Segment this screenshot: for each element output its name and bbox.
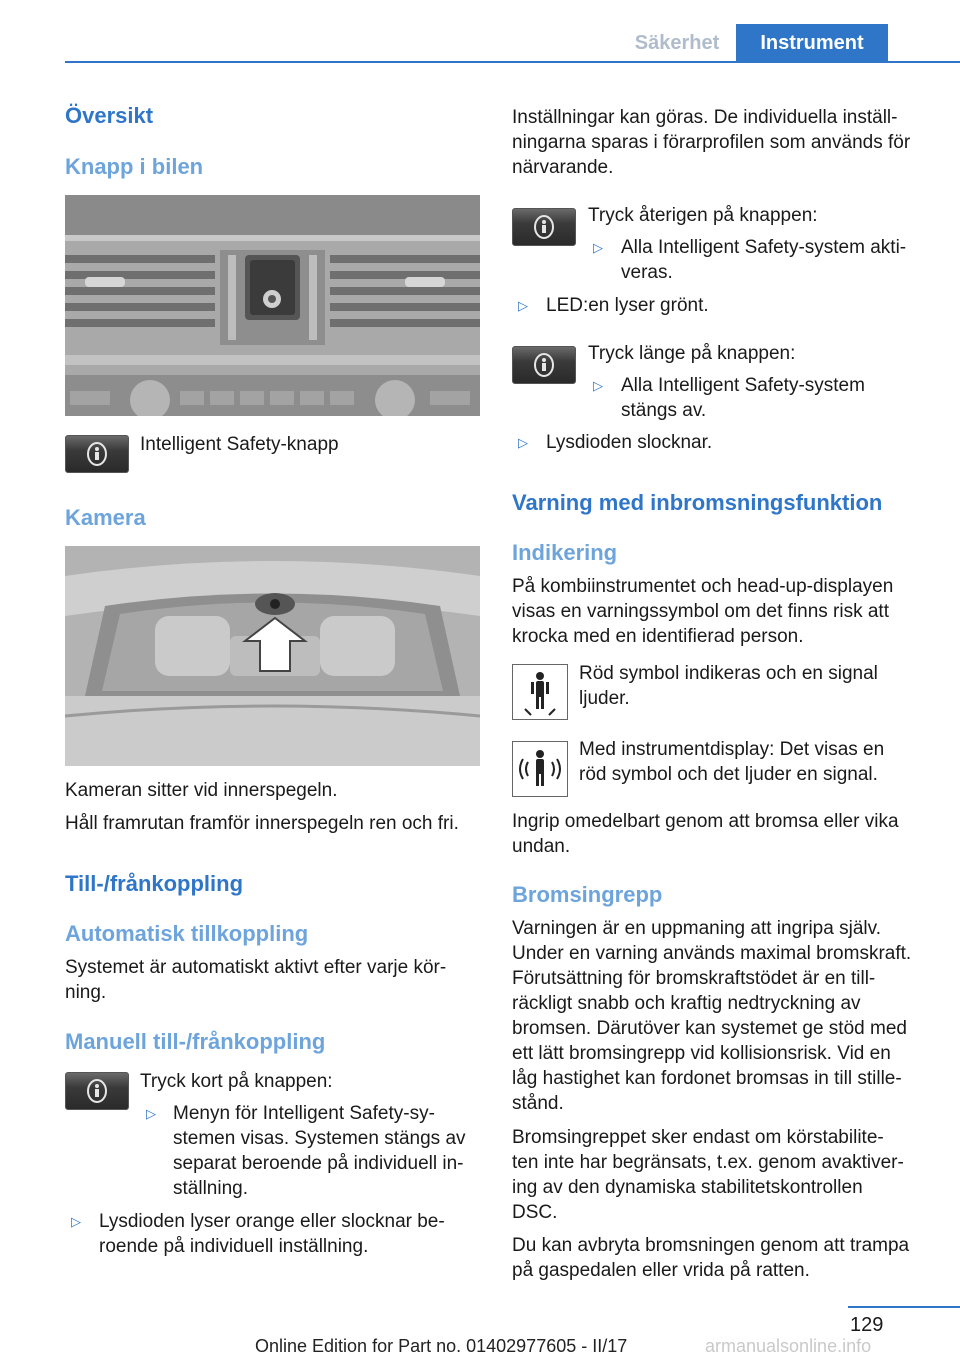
installningar-line-2: ningarna sparas i förarprofilen som används för — [512, 132, 911, 153]
intelligent-safety-button-icon — [65, 1072, 129, 1110]
footer-rule — [848, 1306, 960, 1308]
heading-automatisk-tillkoppling: Automatisk tillkoppling — [65, 921, 309, 946]
bromsingreppet-line-3: ing av den dynamiska stabilitetskontrollen — [512, 1177, 863, 1198]
watermark: armanualsonline.info — [705, 1336, 872, 1356]
pedestrian-sound-warning-icon — [512, 741, 568, 797]
auto-text-2: ning. — [65, 982, 107, 1003]
auto-text-1: Systemet är automatiskt aktivt efter varje kör- — [65, 957, 447, 978]
heading-knapp-i-bilen: Knapp i bilen — [65, 154, 204, 179]
bullet-2-line-1: Lysdioden lyser orange eller slocknar be- — [99, 1211, 445, 1232]
bullet-4: LED:en lyser grönt. — [546, 295, 709, 316]
du-kan-line-2: på gaspedalen eller vrida på ratten. — [512, 1260, 810, 1281]
bullet-1-line-2: stemen visas. Systemen stängs av — [173, 1128, 466, 1149]
bullet-triangle-icon: ▷ — [71, 1214, 81, 1229]
bullet-3-line-1: Alla Intelligent Safety-system akti- — [621, 237, 907, 258]
ingrip-line-1: Ingrip omedelbart genom att bromsa eller vika — [512, 811, 899, 832]
kamera-text-2: Håll framrutan framför innerspegeln ren och fri. — [65, 813, 459, 834]
du-kan-line-1: Du kan avbryta bromsningen genom att trampa — [512, 1235, 910, 1256]
tab-instrument[interactable]: Instrument — [736, 24, 888, 62]
bullet-triangle-icon: ▷ — [518, 298, 528, 313]
bullet-2-line-2: roende på individuell inställning. — [99, 1236, 369, 1257]
bromsingrepp-line-4: räckligt snabb och kraftig nedtryckning av — [512, 993, 861, 1014]
bullet-1-line-3: separat beroende på individuell in- — [173, 1153, 464, 1174]
bullet-5-line-1: Alla Intelligent Safety-system — [621, 375, 865, 396]
bullet-3-line-2: veras. — [621, 262, 673, 283]
med-instrumentdisplay-line-2: röd symbol och det ljuder en signal. — [579, 764, 878, 785]
caption-intelligent-safety-knapp: Intelligent Safety-knapp — [140, 434, 339, 455]
ingrip-line-2: undan. — [512, 836, 571, 857]
intelligent-safety-button-icon — [65, 435, 129, 473]
bromsingreppet-line-4: DSC. — [512, 1202, 558, 1223]
bromsingreppet-line-1: Bromsingreppet sker endast om körstabilite- — [512, 1127, 884, 1148]
tryck-aterigen-text: Tryck återigen på knappen: — [588, 205, 818, 226]
intelligent-safety-button-icon — [512, 208, 576, 246]
indikering-line-2: visas en varningssymbol om det finns risk att — [512, 601, 889, 622]
med-instrumentdisplay-line-1: Med instrumentdisplay: Det visas en — [579, 739, 885, 760]
tryck-kort-text: Tryck kort på knappen: — [140, 1071, 333, 1092]
bromsingrepp-line-3: Förutsättning för bromskraftstödet är en till- — [512, 968, 876, 989]
bullet-1-line-4: ställning. — [173, 1178, 248, 1199]
bromsingrepp-line-6: ett lätt bromsingrepp vid kollisionsrisk. Vid en — [512, 1043, 891, 1064]
bullet-1-line-1: Menyn för Intelligent Safety-sy- — [173, 1103, 435, 1124]
heading-manuell-till-frankoppling: Manuell till-/frånkoppling — [65, 1029, 326, 1054]
bromsingrepp-line-7: låg hastighet kan fordonet bromsas in till stille- — [512, 1068, 902, 1089]
dashboard-button-photo — [65, 195, 480, 416]
bullet-triangle-icon: ▷ — [518, 435, 528, 450]
indikering-line-1: På kombiinstrumentet och head-up-displayen — [512, 576, 894, 597]
bullet-5-line-2: stängs av. — [621, 400, 707, 421]
bullet-6: Lysdioden slocknar. — [546, 432, 713, 453]
tryck-lange-text: Tryck länge på knappen: — [588, 343, 796, 364]
bullet-triangle-icon: ▷ — [593, 378, 603, 393]
heading-varning-med-inbromsningsfunktion: Varning med inbromsningsfunktion — [512, 490, 883, 515]
heading-oversikt: Översikt — [65, 103, 154, 128]
intelligent-safety-button-icon — [512, 346, 576, 384]
bromsingrepp-line-1: Varningen är en uppmaning att ingripa själv. — [512, 918, 881, 939]
footer-edition: Online Edition for Part no. 01402977605 - II/17 — [255, 1336, 628, 1356]
heading-bromsingrepp: Bromsingrepp — [512, 882, 663, 907]
tab-sakerhet[interactable]: Säkerhet — [634, 32, 720, 54]
bullet-triangle-icon: ▷ — [593, 240, 603, 255]
installningar-line-3: närvarande. — [512, 157, 614, 178]
bromsingreppet-line-2: ten inte har begränsats, t.ex. genom avaktiver- — [512, 1152, 904, 1173]
indikering-line-3: krocka med en identifierad person. — [512, 626, 804, 647]
heading-indikering: Indikering — [512, 540, 618, 565]
heading-till-frankoppling: Till-/frånkoppling — [65, 871, 244, 896]
kamera-text-1: Kameran sitter vid innerspegeln. — [65, 780, 338, 801]
bromsingrepp-line-8: stånd. — [512, 1093, 564, 1114]
rod-symbol-line-1: Röd symbol indikeras och en signal — [579, 663, 878, 684]
bromsingrepp-line-2: Under en varning används maximal bromskraft. — [512, 943, 912, 964]
bromsingrepp-line-5: bromsen. Därutöver kan systemet ge stöd med — [512, 1018, 907, 1039]
bullet-triangle-icon: ▷ — [146, 1106, 156, 1121]
heading-kamera: Kamera — [65, 505, 146, 530]
page-number: 129 — [850, 1314, 884, 1336]
rod-symbol-line-2: ljuder. — [579, 688, 630, 709]
pedestrian-warning-icon — [512, 664, 568, 720]
header-rule — [65, 61, 960, 63]
installningar-line-1: Inställningar kan göras. De individuella inställ- — [512, 107, 898, 128]
camera-photo — [65, 546, 480, 766]
